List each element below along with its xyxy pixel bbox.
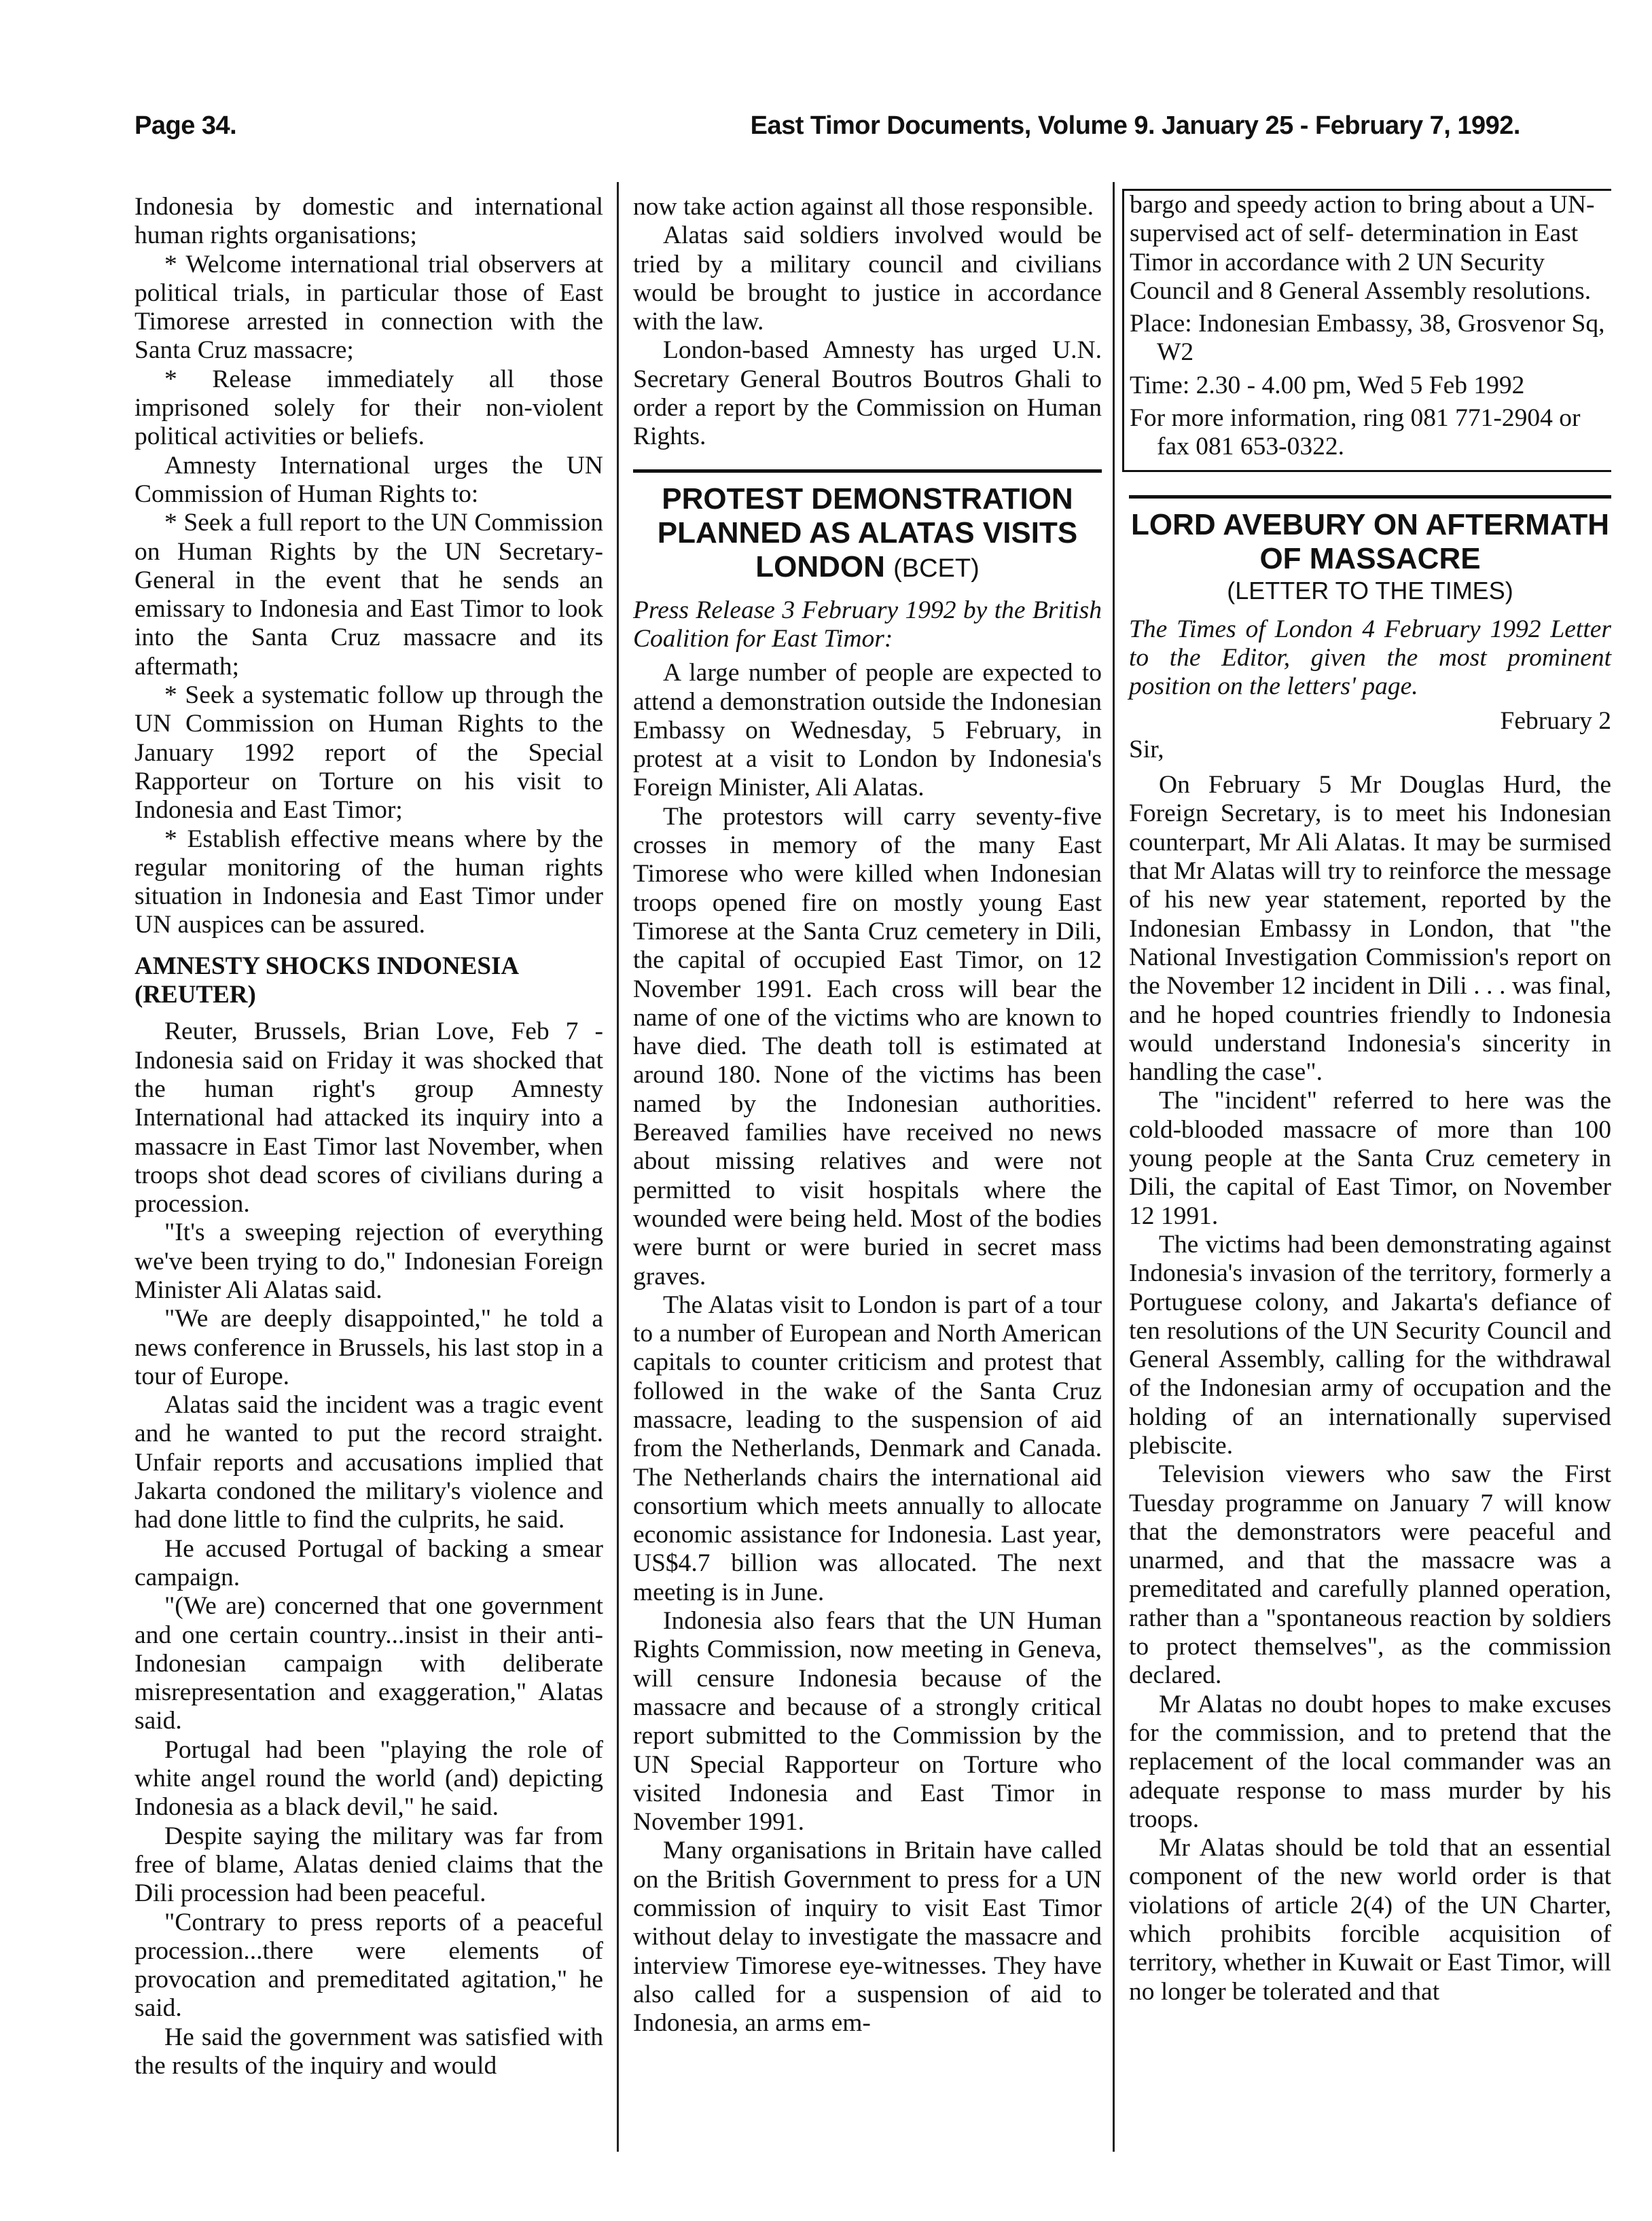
article-subhead: AMNESTY SHOCKS INDONESIA (REUTER): [134, 952, 518, 1009]
event-details: [1130, 310, 1611, 461]
headline-text: PROTEST DEMONSTRATION PLANNED AS ALATAS VISITS LONDON: [657, 482, 1078, 583]
paragraph: He accused Portugal of backing a smear campaign.: [134, 1534, 603, 1591]
letter-date: February 2: [1500, 706, 1611, 735]
paragraph: Television viewers who saw the First Tuesday programme on January 7 will know that the demonstrators were peaceful and unarmed, and that the massacre was a premeditated and carefully planned operation, rather than a "spontaneous reaction by soldiers to protect themselves", as the commission declared.: [1129, 1460, 1611, 1690]
event-time: Time: 2.30 - 4.00 pm, Wed 5 Feb 1992: [1130, 371, 1525, 399]
paragraph: The Alatas visit to London is part of a tour to a number of European and North American capitals to counter criticism and protest that followed in the wake of the Santa Cruz massacre, leading to the suspension of aid from the Netherlands, Denmark and Canada. The Netherlands chairs the international aid consortium which meets annually to allocate economic assistance for Indonesia. Last year, US$4.7 billion was allocated. The next meeting is in June.: [633, 1290, 1102, 1606]
event-info-box: [1122, 189, 1611, 472]
paragraph: Reuter, Brussels, Brian Love, Feb 7 - Indonesia said on Friday it was shocked that the human right's group Amnesty International had attacked its inquiry into a massacre in East Timor last November, when troops shot dead scores of civilians during a procession.: [134, 1017, 603, 1218]
paragraph: "It's a sweeping rejection of everything we've been trying to do," Indonesian Foreign Minister Ali Alatas said.: [134, 1218, 603, 1304]
paragraph: * Seek a systematic follow up through the UN Commission on Human Rights to the January 1992 report of the Special Rapporteur on Torture on his visit to Indonesia and East Timor;: [134, 681, 603, 825]
paragraph: Portugal had been "playing the role of white angel round the world (and) depicting Indonesia as a black devil," he said.: [134, 1735, 603, 1822]
paragraph: London-based Amnesty has urged U.N. Secretary General Boutros Boutros Ghali to order a report by the Commission on Human Rights.: [633, 336, 1102, 451]
paragraph: Many organisations in Britain have called on the British Government to press for a UN commission of inquiry to visit East Timor without delay to investigate the massacre and interview Timorese eye-witnesses. They have also called for a suspension of aid to Indonesia, an arms em-: [633, 1837, 1102, 2038]
headline-subtitle: (LETTER TO THE TIMES): [1227, 576, 1513, 604]
column-3: [1129, 193, 1611, 2006]
paragraph: Mr Alatas should be told that an essential component of the new world order is that violations of article 2(4) of the UN Charter, which prohibits forcible acquisition of territory, whether in Kuwait or East Timor, will no longer be tolerated and that: [1129, 1834, 1611, 2006]
column-1: [134, 193, 603, 2080]
paragraph: Despite saying the military was far from free of blame, Alatas denied claims that the Dili procession had been peaceful.: [134, 1822, 603, 1908]
column-divider: [1113, 182, 1115, 2152]
column-2: [633, 193, 1102, 2038]
paragraph: The victims had been demonstrating against Indonesia's invasion of the territory, formerly a Portuguese colony, and Jakarta's defiance of ten resolutions of the UN Security Council and General Assembly, calling for the withdrawal of the Indonesian army of occupation and the holding of an internationally supervised plebiscite.: [1129, 1230, 1611, 1460]
paragraph: * Release immediately all those imprisoned solely for their non-violent political activities or beliefs.: [134, 365, 603, 451]
event-place: Place: Indonesian Embassy, 38, Grosvenor Sq, W2: [1130, 310, 1605, 367]
headline-tag: (BCET): [893, 554, 980, 583]
paragraph: A large number of people are expected to attend a demonstration outside the Indonesian Embassy on Wednesday, 5 February, in protest at a visit to London by Indonesia's Foreign Minister, Ali Alatas.: [633, 659, 1102, 802]
paragraph: * Welcome international trial observers at political trials, in particular those of East Timorese arrested in connection with the Santa Cruz massacre;: [134, 250, 603, 365]
page-header: [134, 111, 1520, 152]
paragraph: "We are deeply disappointed," he told a news conference in Brussels, his last stop in a tour of Europe.: [134, 1305, 603, 1390]
paragraph: "(We are) concerned that one government and one certain country...insist in their anti-Indonesian campaign with deliberate misrepresentation and exaggeration," Alatas said.: [134, 1592, 603, 1735]
publication-title: East Timor Documents, Volume 9. January 25 - February 7, 1992.: [750, 111, 1520, 140]
event-contact: For more information, ring 081 771-2904 or fax 081 653-0322.: [1130, 404, 1581, 461]
paragraph: On February 5 Mr Douglas Hurd, the Foreign Secretary, is to meet his Indonesian counterpart, Mr Ali Alatas. It may be surmised that Mr Alatas will try to reinforce the message of his new year statement, reported by the Indonesian Embassy in London, that "the National Investigation Commission's report on the November 12 incident in Dili . . . was final, and he hoped countries friendly to Indonesia would understand Indonesia's sincerity in handling the case".: [1129, 771, 1611, 1087]
paragraph: The protestors will carry seventy-five crosses in memory of the many East Timorese who were killed when Indonesian troops opened fire on mostly young East Timorese at the Santa Cruz cemetery in Dili, the capital of occupied East Timor, on 12 November 1991. Each cross will bear the name of one of the victims who are known to have died. The death toll is estimated at around 180. None of the victims has been named by the Indonesian authorities. Bereaved families have received no news about missing relatives and were not permitted to visit hospitals where the wounded were being held. Most of the bodies were burnt or were buried in secret mass graves.: [633, 802, 1102, 1290]
article-source: The Times of London 4 February 1992 Letter to the Editor, given the most prominent position on the letters' page.: [1129, 615, 1611, 701]
paragraph: * Seek a full report to the UN Commission on Human Rights by the UN Secretary-General in the event that he sends an emissary to Indonesia and East Timor to look into the Santa Cruz massacre and its aftermath;: [134, 509, 603, 681]
paragraph: bargo and speedy action to bring about a UN-supervised act of self- determination in East Timor in accordance with 2 UN Security Council and 8 General Assembly resolutions.: [1130, 191, 1595, 305]
headline-text: LORD AVEBURY ON AFTERMATH OF MASSACRE: [1131, 507, 1609, 575]
paragraph: Mr Alatas no doubt hopes to make excuses for the commission, and to pretend that the replacement of the local commander was an adequate response to mass murder by his troops.: [1129, 1690, 1611, 1833]
page-number: Page 34.: [134, 111, 237, 140]
column-divider: [617, 182, 619, 2152]
paragraph: Amnesty International urges the UN Commission of Human Rights to:: [134, 451, 603, 508]
paragraph: "Contrary to press reports of a peaceful procession...there were elements of provocation and premeditated agitation," he said.: [134, 1908, 603, 2023]
article-headline: [633, 469, 1102, 585]
paragraph: The "incident" referred to here was the cold-blooded massacre of more than 100 young people at the Santa Cruz cemetery in Dili, the capital of East Timor, on November 12 1991.: [1129, 1087, 1611, 1230]
article-source: Press Release 3 February 1992 by the British Coalition for East Timor:: [633, 596, 1102, 653]
article-headline: [1129, 495, 1611, 606]
paragraph: Alatas said soldiers involved would be tried by a military council and civilians would be brought to justice in accordance with the law.: [633, 221, 1102, 336]
paragraph: * Establish effective means where by the regular monitoring of the human rights situation in Indonesia and East Timor under UN auspices can be assured.: [134, 825, 603, 939]
paragraph: He said the government was satisfied with the results of the inquiry and would: [134, 2023, 603, 2080]
paragraph: Alatas said the incident was a tragic event and he wanted to put the record straight. Unfair reports and accusations implied that Jakarta condoned the military's violence and had done little to find the culprits, he said.: [134, 1391, 603, 1534]
paragraph: Indonesia also fears that the UN Human Rights Commission, now meeting in Geneva, will censure Indonesia because of the massacre and because of a strongly critical report submitted to the Commission by the UN Special Rapporteur on Torture who visited Indonesia and East Timor in November 1991.: [633, 1607, 1102, 1837]
paragraph: now take action against all those responsible.: [633, 193, 1094, 221]
letter-salutation: Sir,: [1129, 735, 1164, 763]
paragraph: Indonesia by domestic and international human rights organisations;: [134, 193, 603, 250]
